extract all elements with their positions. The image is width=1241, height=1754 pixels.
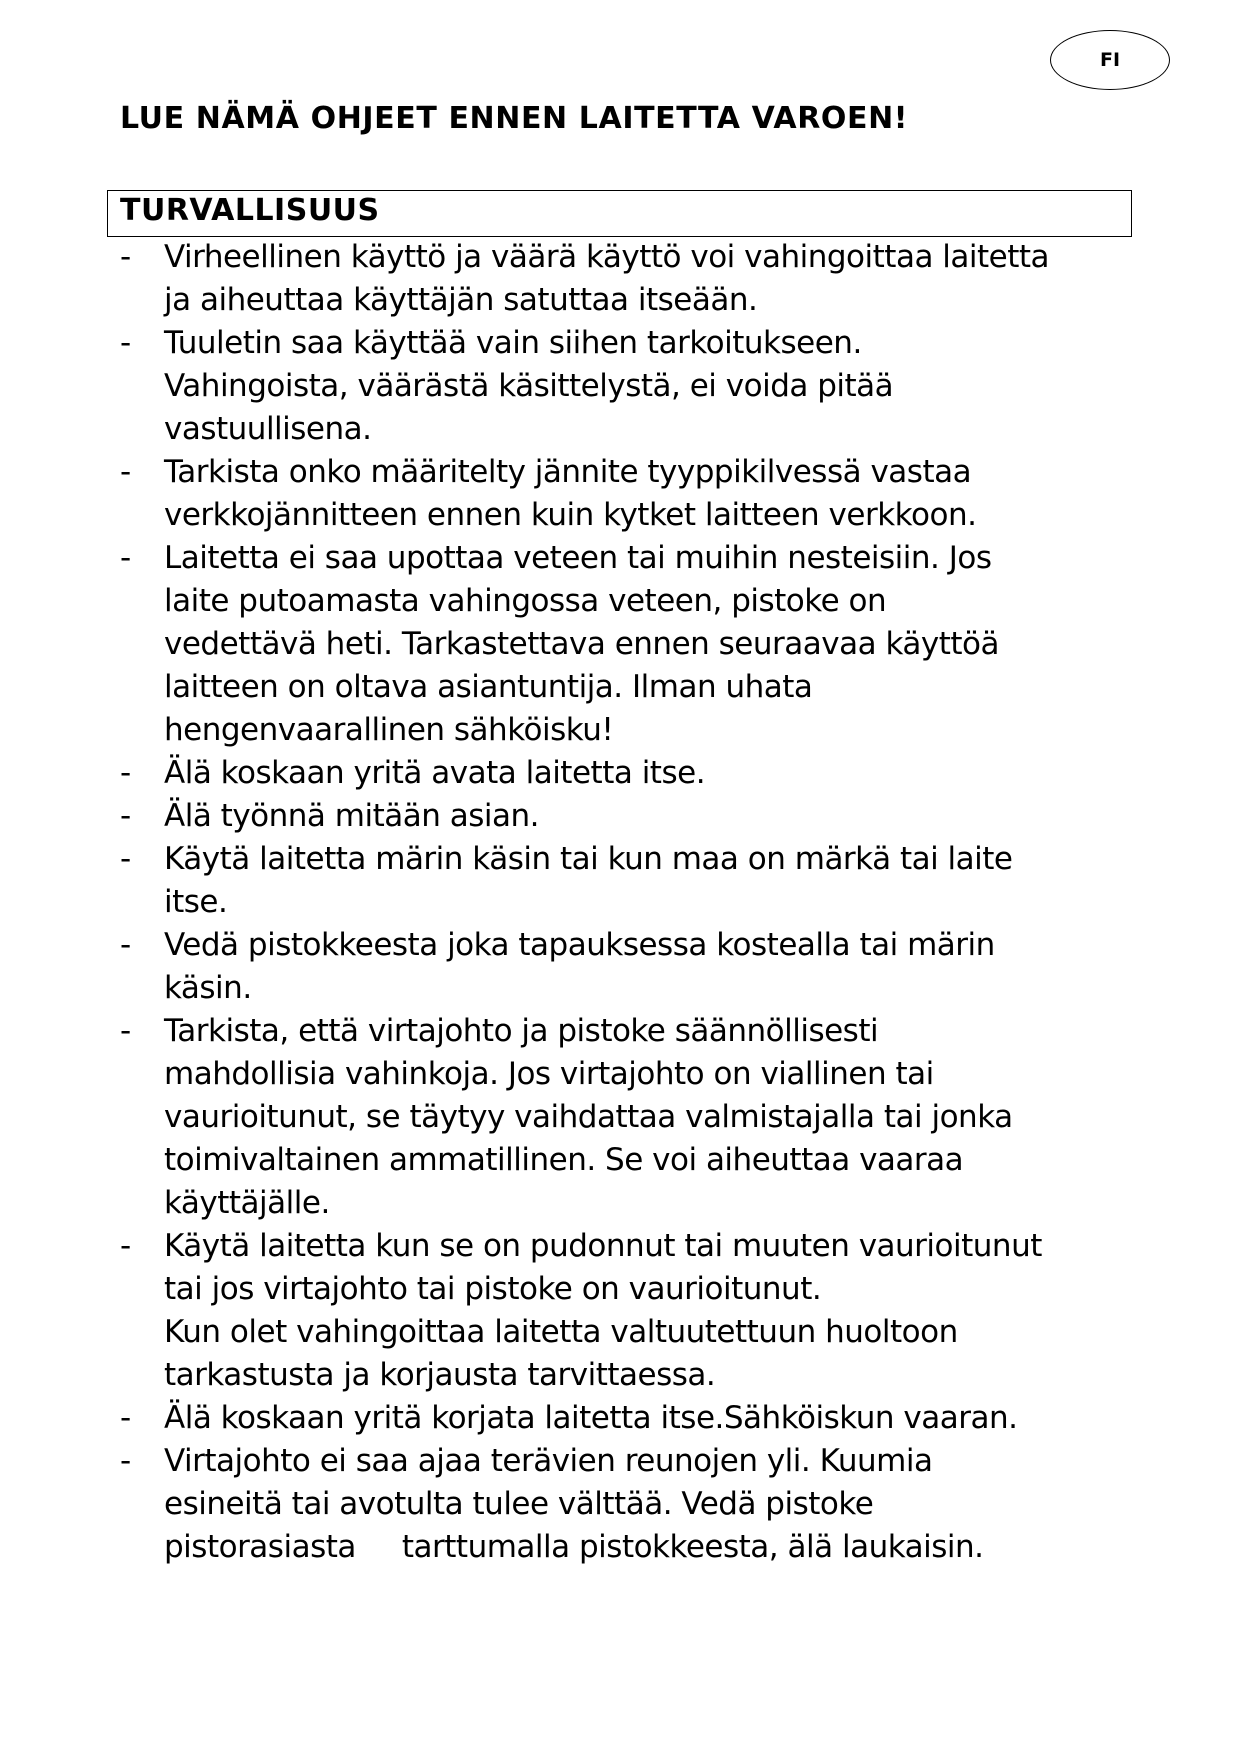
list-item-text-split: [164, 1526, 1130, 1569]
list-item-text: esineitä tai avotulta tulee välttää. Vedä pistoke: [164, 1486, 874, 1522]
list-item-text: Älä koskaan yritä avata laitetta itse.: [164, 755, 706, 791]
list-item: [120, 537, 1130, 752]
list-item-text: käsin.: [164, 970, 252, 1006]
list-item-text: Vahingoista, väärästä käsittelystä, ei voida pitää: [164, 368, 894, 404]
list-item: [120, 1397, 1130, 1440]
bullet-dash: -: [120, 755, 131, 791]
list-item-text: vastuullisena.: [164, 411, 372, 447]
bullet-dash: -: [120, 927, 131, 963]
list-item-text: Käytä laitetta märin käsin tai kun maa on märkä tai laite: [164, 841, 1013, 877]
list-item-text-part: tarttumalla pistokkeesta, älä laukaisin.: [401, 1529, 984, 1565]
list-item: [120, 1225, 1130, 1397]
list-item-text: Tarkista onko määritelty jännite tyyppikilvessä vastaa: [164, 454, 972, 490]
bullet-dash: -: [120, 239, 131, 275]
list-item-text: Älä työnnä mitään asian.: [164, 798, 540, 834]
list-item-text: käyttäjälle.: [164, 1185, 330, 1221]
list-item-text: laite putoamasta vahingossa veteen, pistoke on: [164, 583, 887, 619]
list-item-text: Virheellinen käyttö ja väärä käyttö voi vahingoittaa laitetta: [164, 239, 1050, 275]
bullet-dash: -: [120, 540, 131, 576]
bullet-dash: -: [120, 454, 131, 490]
bullet-dash: -: [120, 1443, 131, 1479]
section-title: TURVALLISUUS: [120, 193, 380, 228]
list-item-text: Älä koskaan yritä korjata laitetta itse.Sähköiskun vaaran.: [164, 1400, 1018, 1436]
list-item-text: Virtajohto ei saa ajaa terävien reunojen yli. Kuumia: [164, 1443, 933, 1479]
list-item-text: vedettävä heti. Tarkastettava ennen seuraavaa käyttöä: [164, 626, 999, 662]
list-item: [120, 838, 1130, 924]
list-item: [120, 1440, 1130, 1569]
list-item: [120, 795, 1130, 838]
list-item-text: tarkastusta ja korjausta tarvittaessa.: [164, 1357, 716, 1393]
list-item-text: tai jos virtajohto tai pistoke on vaurioitunut.: [164, 1271, 822, 1307]
bullet-dash: -: [120, 798, 131, 834]
list-item-text-part: pistorasiasta: [164, 1529, 356, 1565]
list-item-text: Tarkista, että virtajohto ja pistoke säännöllisesti: [164, 1013, 879, 1049]
bullet-dash: -: [120, 841, 131, 877]
list-item-text: Kun olet vahingoittaa laitetta valtuutettuun huoltoon: [164, 1314, 958, 1350]
list-item: [120, 451, 1130, 537]
list-item: [120, 322, 1130, 451]
list-item: [120, 236, 1130, 322]
list-item-text: Tuuletin saa käyttää vain siihen tarkoitukseen.: [164, 325, 862, 361]
list-item-text: Käytä laitetta kun se on pudonnut tai muuten vaurioitunut: [164, 1228, 1042, 1264]
list-item-text: vaurioitunut, se täytyy vaihdattaa valmistajalla tai jonka: [164, 1099, 1013, 1135]
list-item: [120, 1010, 1130, 1225]
list-item-text: hengenvaarallinen sähköisku!: [164, 712, 614, 748]
list-item-text: laitteen on oltava asiantuntija. Ilman uhata: [164, 669, 813, 705]
safety-instructions-list: [120, 236, 1130, 1569]
list-item-text: verkkojännitteen ennen kuin kytket laitteen verkkoon.: [164, 497, 977, 533]
language-badge-label: FI: [1099, 49, 1121, 71]
list-item: [120, 924, 1130, 1010]
list-item-text: toimivaltainen ammatillinen. Se voi aiheuttaa vaaraa: [164, 1142, 964, 1178]
list-item-text: itse.: [164, 884, 228, 920]
list-item-text: ja aiheuttaa käyttäjän satuttaa itseään.: [164, 282, 758, 318]
list-item-text: Laitetta ei saa upottaa veteen tai muihin nesteisiin. Jos: [164, 540, 992, 576]
bullet-dash: -: [120, 325, 131, 361]
list-item-text: mahdollisia vahinkoja. Jos virtajohto on viallinen tai: [164, 1056, 934, 1092]
bullet-dash: -: [120, 1013, 131, 1049]
language-badge: [1050, 30, 1170, 90]
page-heading: LUE NÄMÄ OHJEET ENNEN LAITETTA VAROEN!: [120, 101, 909, 136]
bullet-dash: -: [120, 1400, 131, 1436]
bullet-dash: -: [120, 1228, 131, 1264]
list-item-text: Vedä pistokkeesta joka tapauksessa kostealla tai märin: [164, 927, 995, 963]
list-item: [120, 752, 1130, 795]
